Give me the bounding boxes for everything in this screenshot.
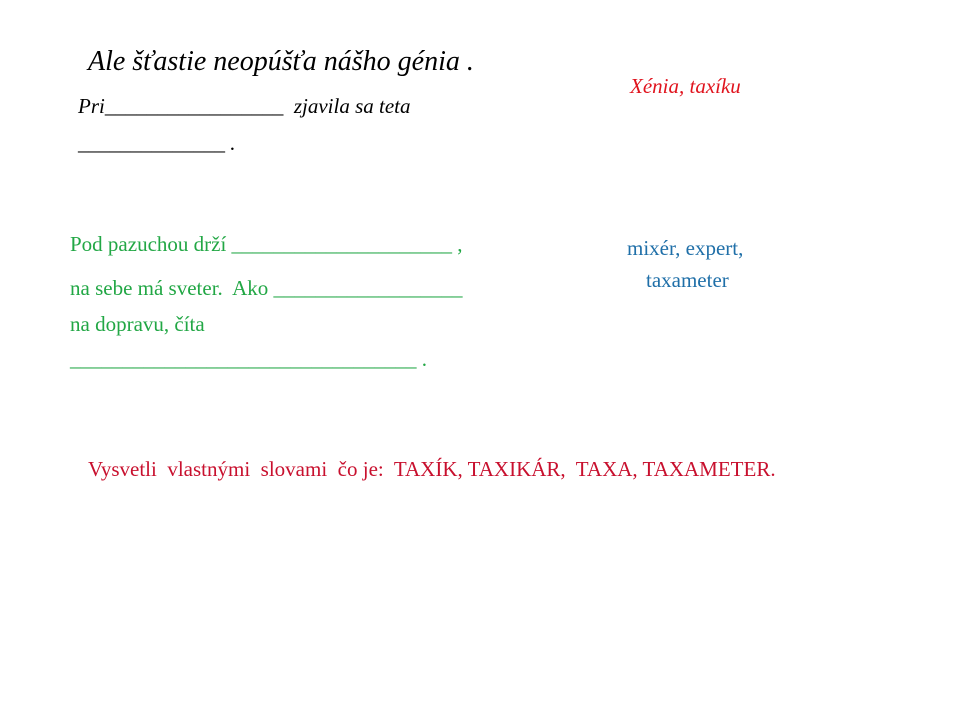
exercise-2-line-4: _________________________________ . <box>70 347 427 371</box>
task-instruction: Vysvetli vlastnými slovami čo je: TAXÍK, TAXIKÁR, TAXA, TAXAMETER. <box>88 457 776 481</box>
exercise-1-hint: Xénia, taxíku <box>630 74 741 98</box>
exercise-2-hint-line-2: taxameter <box>646 268 729 292</box>
exercise-2-hint-line-1: mixér, expert, <box>627 236 744 260</box>
exercise-2-line-1: Pod pazuchou drží _____________________ , <box>70 232 463 256</box>
exercise-1-line-1: Pri_________________ zjavila sa teta <box>78 94 411 118</box>
exercise-1-line-2: ______________ . <box>78 131 236 155</box>
exercise-2-line-2: na sebe má sveter. Ako __________________ <box>70 276 463 300</box>
exercise-2-line-3: na dopravu, číta <box>70 312 205 336</box>
slide-title: Ale šťastie neopúšťa nášho génia . <box>88 46 474 77</box>
